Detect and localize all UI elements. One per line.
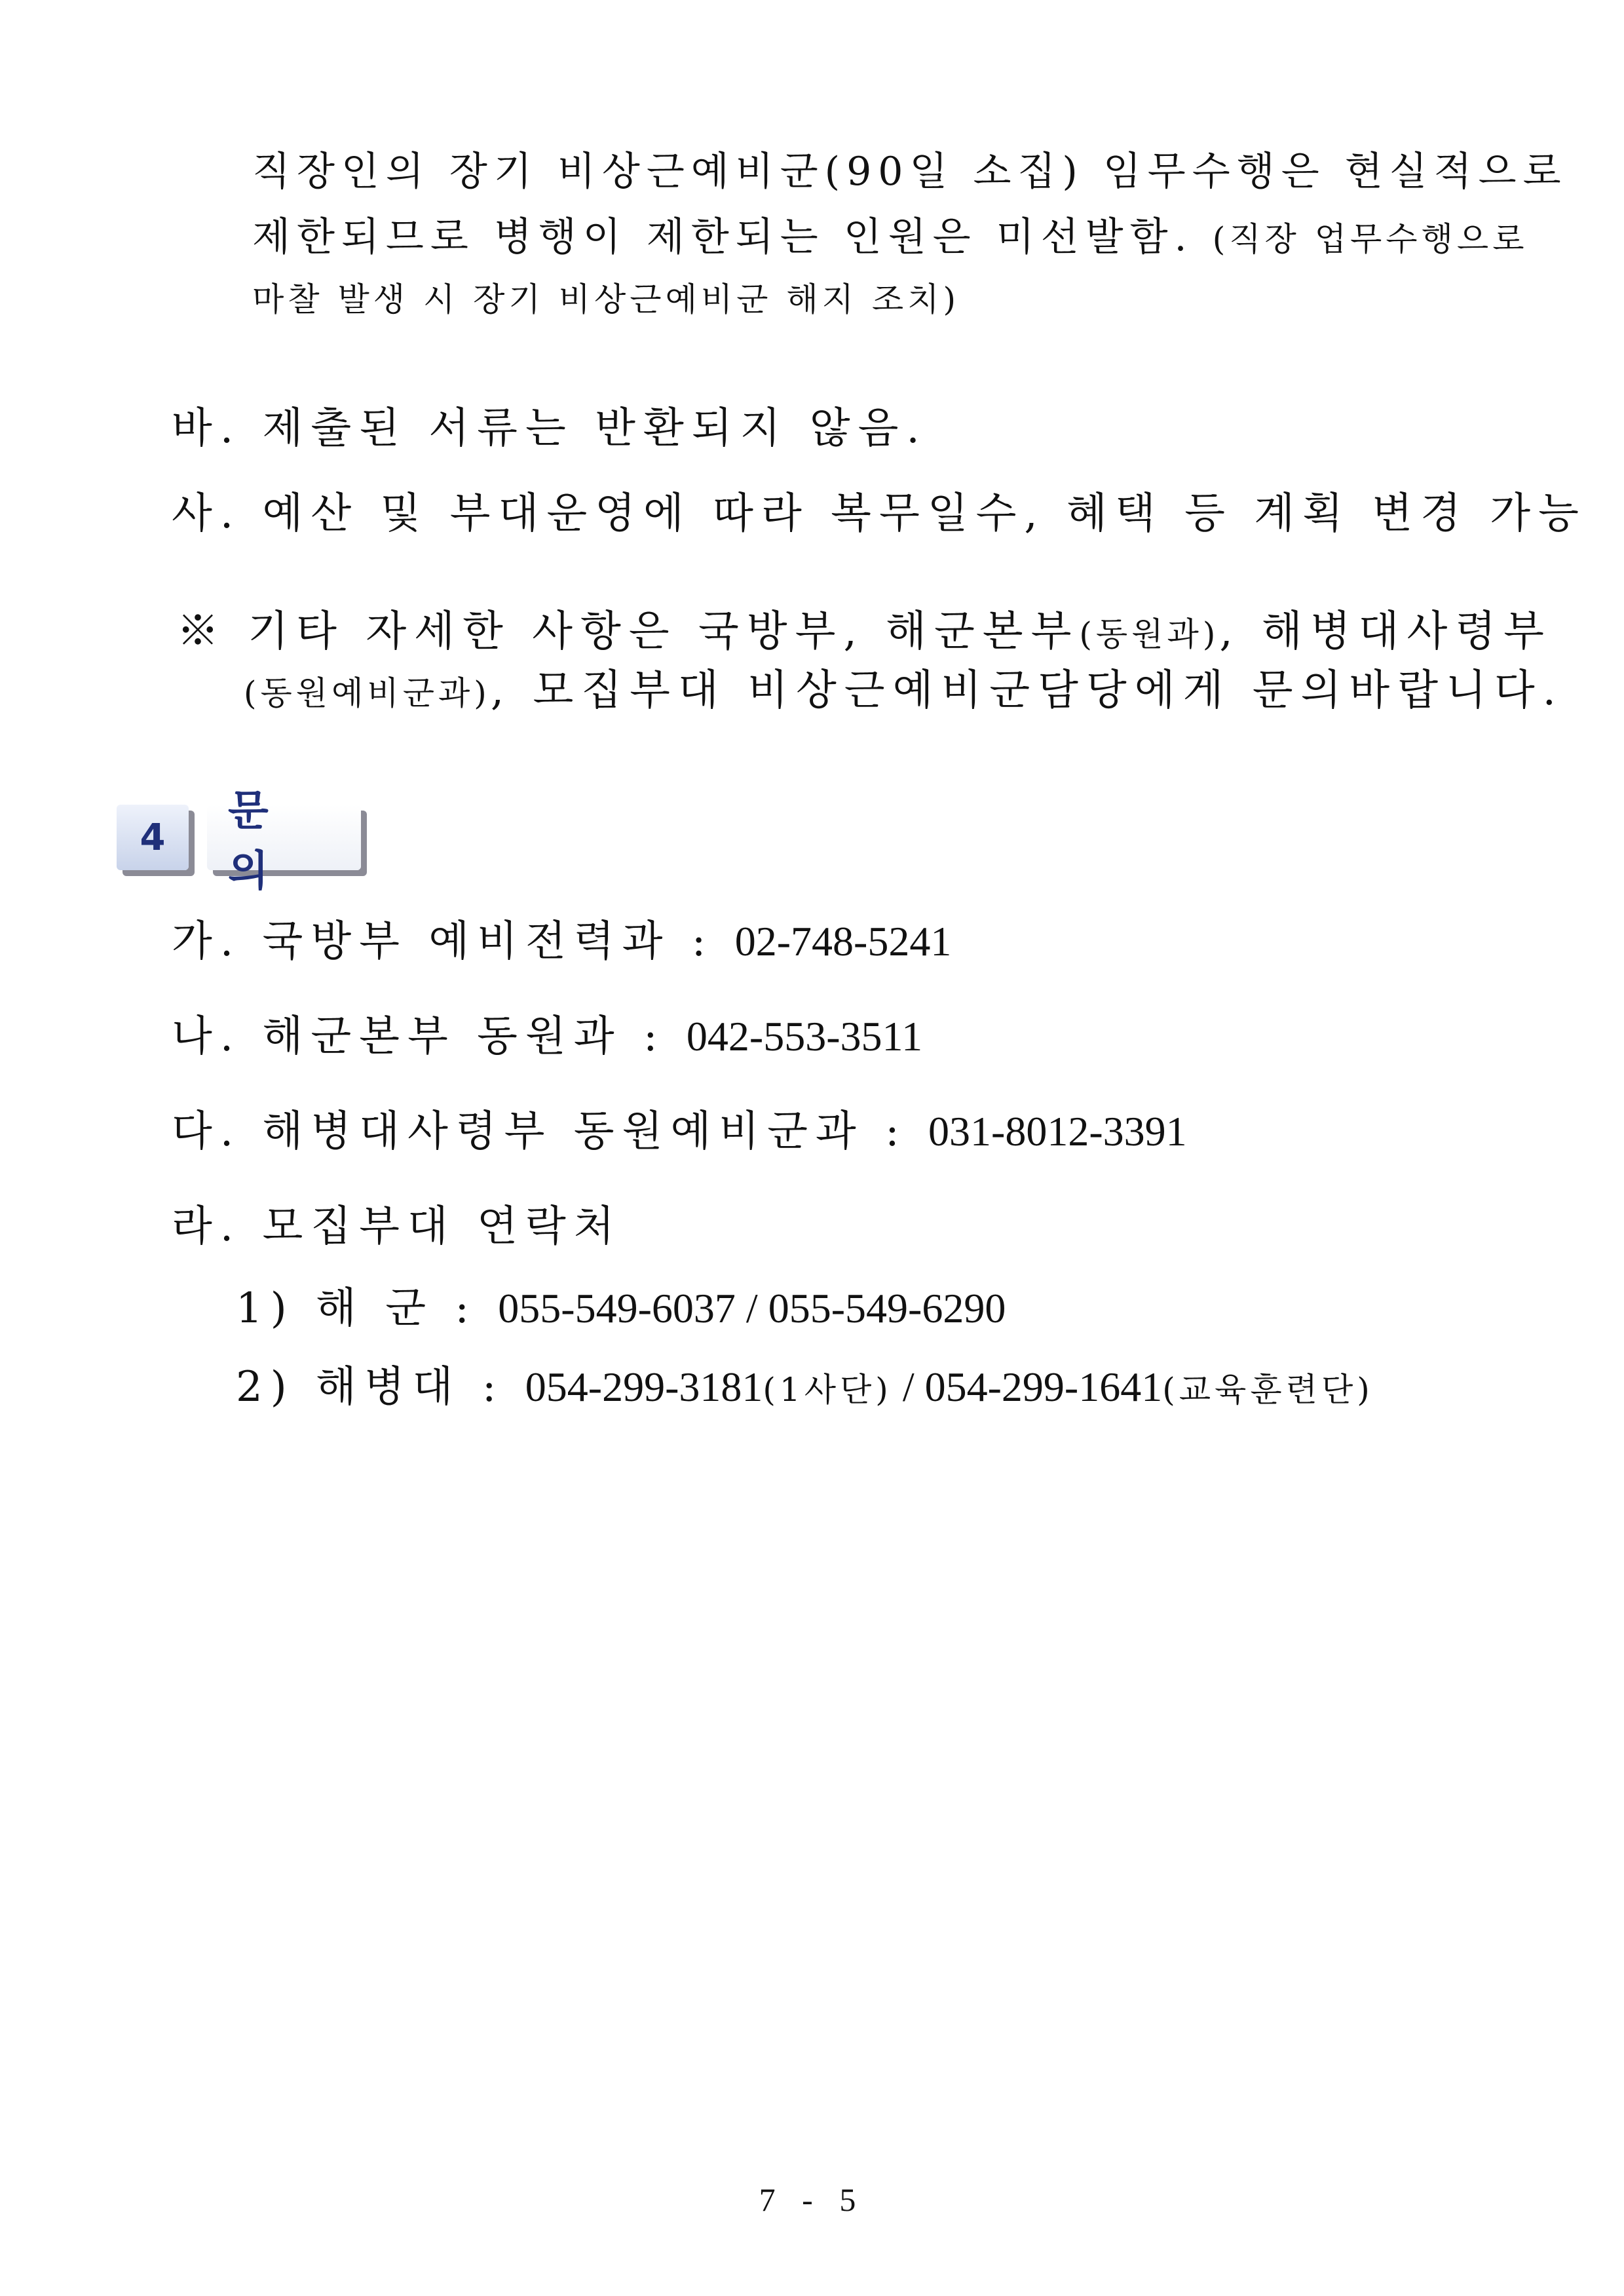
note-line-2 bbox=[244, 666, 1564, 715]
section-title-badge bbox=[207, 787, 361, 896]
item-ba-text: 바. 제출된 서류는 반환되지 않음. bbox=[172, 404, 928, 453]
contact-da-label: 다. 해병대사령부 동원예비군과 : bbox=[172, 1107, 928, 1156]
intro-line-3 bbox=[252, 280, 960, 318]
contact-ga-label: 가. 국방부 예비전력과 : bbox=[172, 917, 735, 966]
unit-navy-label: 1) 해 군 : bbox=[236, 1284, 499, 1333]
intro-line-2 bbox=[252, 214, 1528, 260]
unit-marine-phone-2: 054-299-1641 bbox=[924, 1364, 1163, 1410]
contact-na-label: 나. 해군본부 동원과 : bbox=[172, 1012, 687, 1061]
section-title: 문 의 bbox=[228, 787, 287, 896]
note-line-2-b: , 모집부대 비상근예비군담당에게 문의바랍니다. bbox=[490, 666, 1564, 715]
unit-marine-note-1: (1사단) bbox=[763, 1371, 892, 1409]
unit-marine-note-2: (교육훈련단) bbox=[1162, 1371, 1374, 1409]
note-line-1-c: , 해병대사령부 bbox=[1219, 607, 1552, 656]
unit-marine-separator: / bbox=[892, 1364, 925, 1410]
contact-na bbox=[172, 1012, 923, 1061]
intro-line-2-main: 제한되므로 병행이 제한되는 인원은 미선발함. bbox=[252, 214, 1213, 260]
unit-marine bbox=[236, 1363, 1374, 1411]
contact-na-phone: 042-553-3511 bbox=[686, 1013, 923, 1060]
unit-marine-phone-1: 054-299-3181 bbox=[525, 1364, 763, 1410]
contact-ga bbox=[172, 917, 952, 966]
page-number: 7 - 5 bbox=[759, 2181, 865, 2218]
intro-line-1-text: 직장인의 장기 비상근예비군(90일 소집) 임무수행은 현실적으로 bbox=[252, 149, 1568, 195]
unit-marine-label: 2) 해병대 : bbox=[236, 1363, 525, 1411]
note-line-2-a: (동원예비군과) bbox=[244, 674, 491, 712]
intro-line-2-note: (직장 업무수행으로 bbox=[1212, 220, 1528, 258]
section-number-badge bbox=[117, 805, 189, 870]
item-sa-text: 사. 예산 및 부대운영에 따라 복무일수, 혜택 등 계획 변경 가능 bbox=[172, 489, 1587, 538]
item-sa bbox=[172, 489, 1587, 538]
note-line-1-a: ※ 기타 자세한 사항은 국방부, 해군본부 bbox=[177, 607, 1080, 656]
unit-navy bbox=[236, 1284, 1006, 1333]
intro-line-1 bbox=[252, 149, 1568, 195]
intro-line-3-text: 마찰 발생 시 장기 비상근예비군 해지 조치) bbox=[252, 280, 960, 318]
contact-da bbox=[172, 1107, 1187, 1156]
section-number: 4 bbox=[140, 816, 166, 859]
item-ba bbox=[172, 404, 928, 453]
unit-navy-phone: 055-549-6037 / 055-549-6290 bbox=[498, 1285, 1006, 1331]
contact-ra-label: 라. 모집부대 연락처 bbox=[172, 1202, 622, 1251]
note-line-1 bbox=[177, 607, 1552, 656]
contact-da-phone: 031-8012-3391 bbox=[928, 1108, 1187, 1155]
contact-ra bbox=[172, 1202, 622, 1251]
contact-ga-phone: 02-748-5241 bbox=[734, 918, 952, 965]
note-line-1-b: (동원과) bbox=[1079, 615, 1220, 653]
